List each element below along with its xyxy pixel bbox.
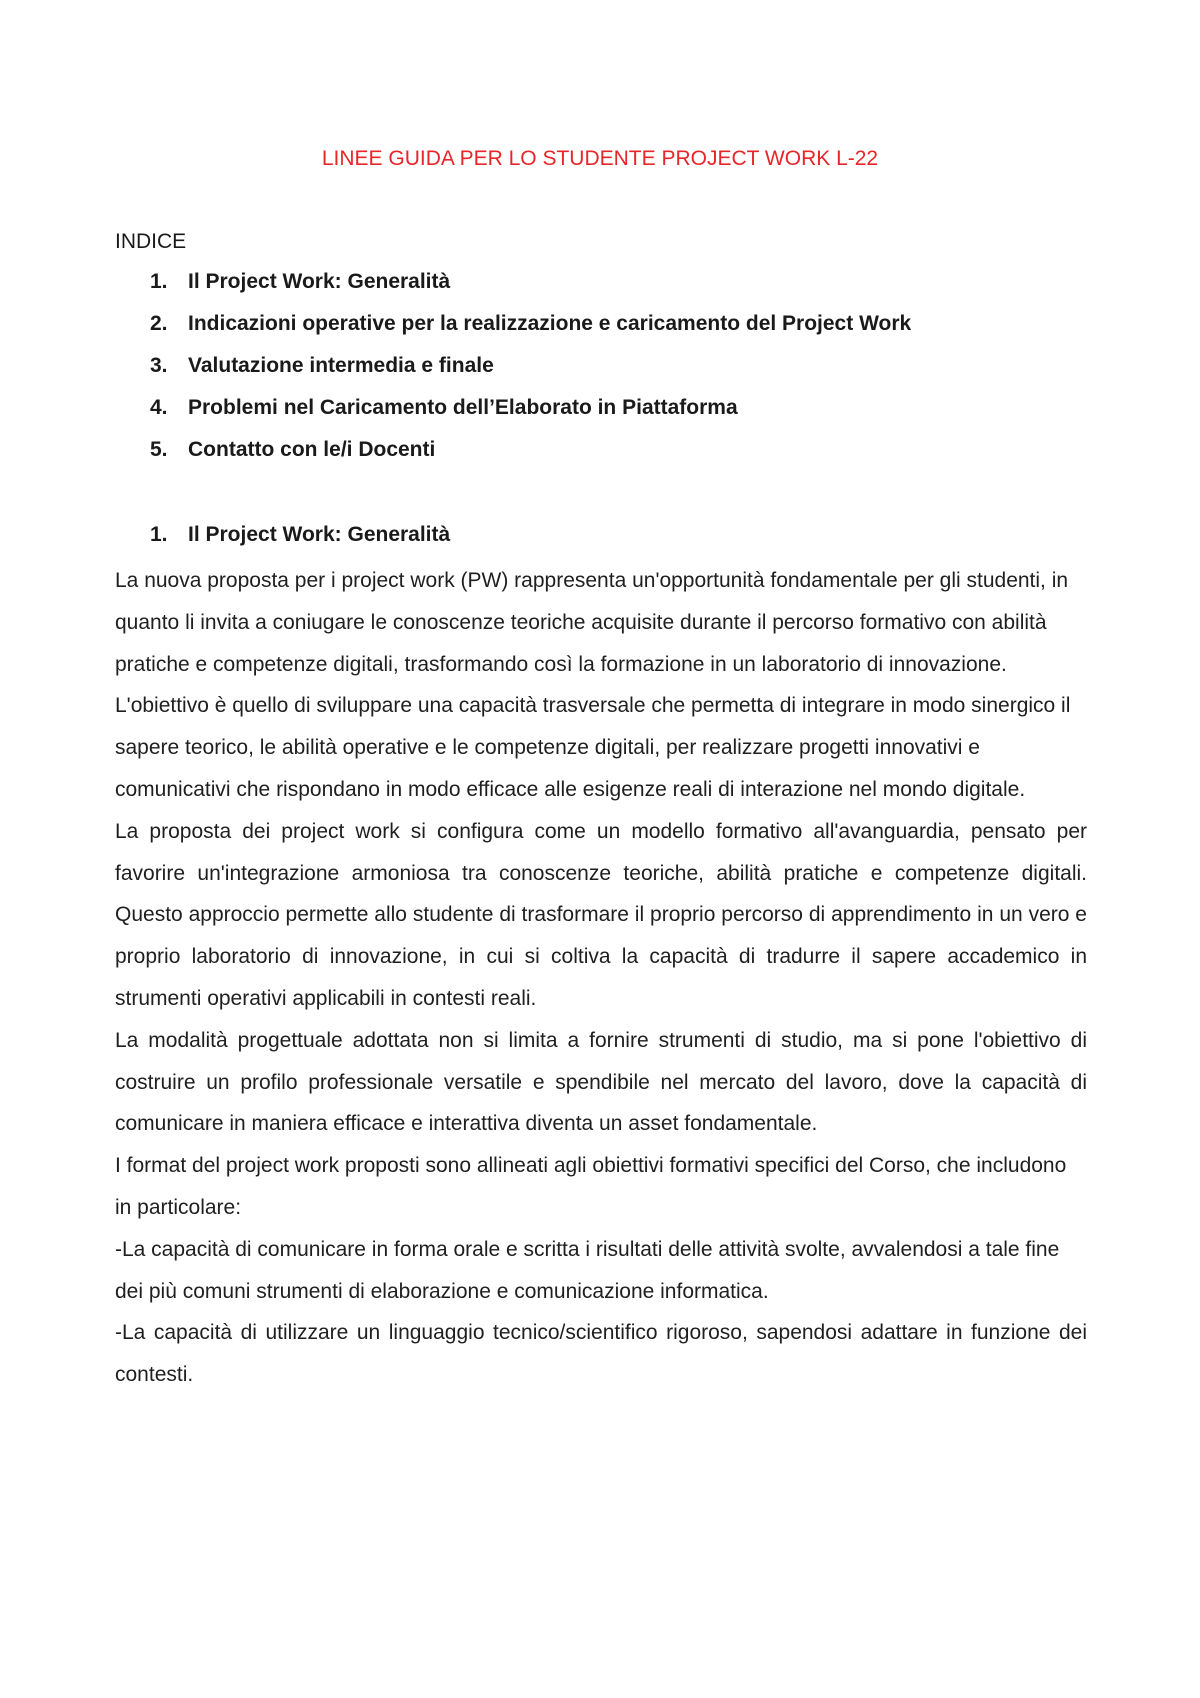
toc-item-number: 3. [150,354,168,377]
toc-item-number: 2. [150,312,168,335]
table-of-contents [0,269,1200,479]
paragraph: La nuova proposta per i project work (PW) rappresenta un'opportunità fondamentale per gli studenti, in quanto li invita a coniugare le conoscenze teoriche acquisite durante il percorso formativo con abilità pratiche e competenze digitali, trasformando così la formazione in un laboratorio di innovazione. L'obiettivo è quello di sviluppare una capacità trasversale che permetta di integrare in modo sinergico il sapere teorico, le abilità operative e le competenze digitali, per realizzare progetti innovativi e comunicativi che rispondano in modo efficace alle esigenze reali di interazione nel mondo digitale. [115,569,1071,801]
paragraph: -La capacità di utilizzare un linguaggio tecnico/scientifico rigoroso, sapendosi adattare in funzione dei contesti. [115,1321,1087,1387]
paragraph: La modalità progettuale adottata non si limita a fornire strumenti di studio, ma si pone l'obiettivo di costruire un profilo professionale versatile e spendibile nel mercato del lavoro, dove la capacità di comunicare in maniera efficace e interattiva diventa un asset fondamentale. [115,1028,1087,1136]
index-heading: INDICE [115,230,187,253]
toc-item [0,269,1200,311]
toc-item [0,395,1200,437]
paragraph: -La capacità di comunicare in forma orale e scritta i risultati delle attività svolte, avvalendosi a tale fine dei più comuni strumenti di elaborazione e comunicazione informatica. [115,1237,1060,1303]
toc-item-number: 5. [150,438,168,461]
document-title: LINEE GUIDA PER LO STUDENTE PROJECT WORK L-22 [321,147,879,170]
paragraph: I format del project work proposti sono allineati agli obiettivi formativi specifici del Corso, che includono in particolare: [115,1154,1067,1219]
toc-item-label: Valutazione intermedia e finale [188,354,494,377]
toc-item [0,311,1200,353]
toc-item-number: 4. [150,396,168,419]
toc-item [0,353,1200,395]
paragraph: La proposta dei project work si configura come un modello formativo all'avanguardia, pensato per favorire un'integrazione armoniosa tra conoscenze teoriche, abilità pratiche e competenze digitali. Questo approccio permette allo studente di trasformare il proprio percorso di apprendimento in un vero e proprio laboratorio di innovazione, in cui si coltiva la capacità di tradurre il sapere accademico in strumenti operativi applicabili in contesti reali. [115,819,1087,1010]
section-title: Il Project Work: Generalità [188,523,451,546]
toc-item-number: 1. [150,270,168,293]
section-heading [0,522,1200,548]
section-body [115,560,1087,1396]
toc-item [0,437,1200,479]
toc-item-label: Il Project Work: Generalità [188,270,451,293]
toc-item-label: Indicazioni operative per la realizzazione e caricamento del Project Work [188,312,912,335]
section-number: 1. [150,523,168,546]
toc-item-label: Problemi nel Caricamento dell’Elaborato in Piattaforma [188,396,738,419]
toc-item-label: Contatto con le/i Docenti [188,438,436,461]
